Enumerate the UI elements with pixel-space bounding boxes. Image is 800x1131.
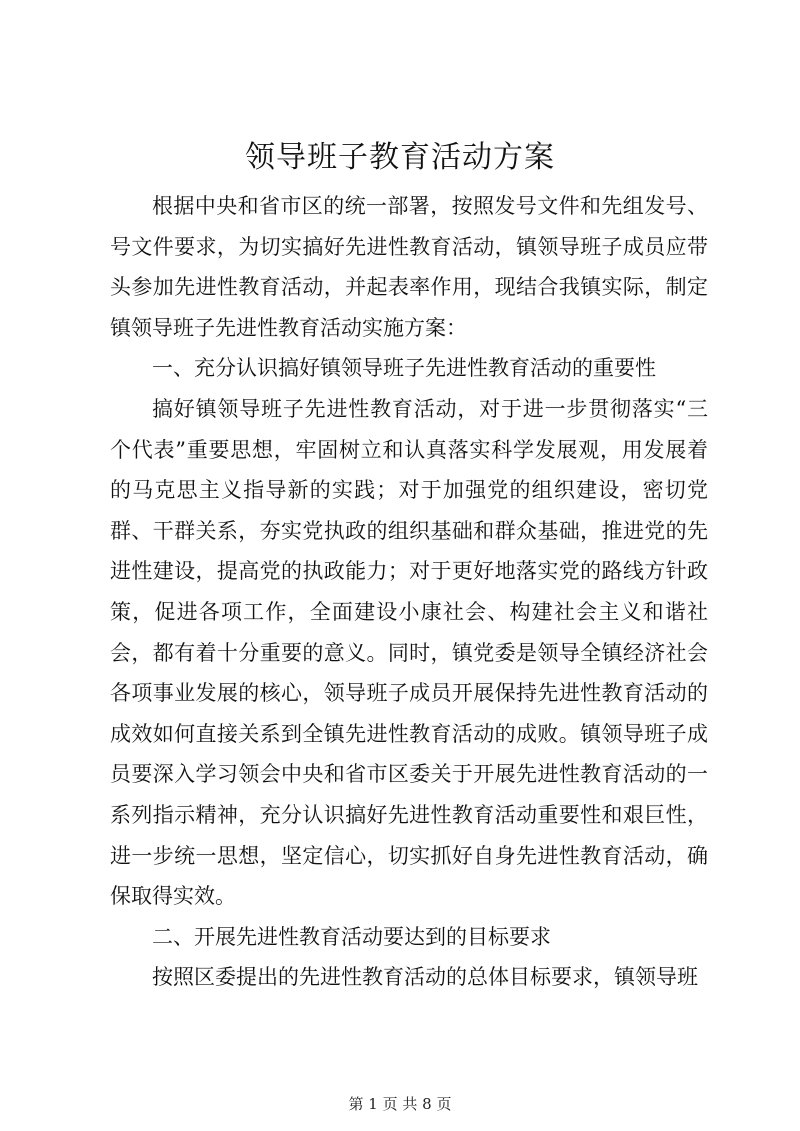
section-heading-1: 一、充分认识搞好镇领导班子先进性教育活动的重要性 [152, 356, 656, 381]
section-heading-2: 二、开展先进性教育活动要达到的目标要求 [152, 924, 551, 949]
page-footer: 第 1 页 共 8 页 [348, 1095, 452, 1113]
document-title: 领导班子教育活动方案 [245, 140, 555, 175]
section-2-paragraph: 按照区委提出的先进性教育活动的总体目标要求，镇领导班 [152, 965, 698, 990]
intro-paragraph: 根据中央和省市区的统一部署，按照发号文件和先组发号、号文件要求，为切实搞好先进性教育活动，镇领导班子成员应带头参加先进性教育活动，并起表率作用，现结合我镇实际，制定镇领导班子先进性教育活动实施方案： [110, 194, 708, 340]
section-1-paragraph: 搞好镇领导班子先进性教育活动，对于进一步贯彻落实“三个代表”重要思想，牢固树立和认真落实科学发展观，用发展着的马克思主义指导新的实践；对于加强党的组织建设，密切党群、干群关系，夯实党执政的组织基础和群众基础，推进党的先进性建设，提高党的执政能力；对于更好地落实党的路线方针政策，促进各项工作，全面建设小康社会、构建社会主义和谐社会，都有着十分重要的意义。同时，镇党委是领导全镇经济社会各项事业发展的核心，领导班子成员开展保持先进性教育活动的成效如何直接关系到全镇先进性教育活动的成败。镇领导班子成员要深入学习领会中央和省市区委关于开展先进性教育活动的一系列指示精神，充分认识搞好先进性教育活动重要性和艰巨性，进一步统一思想，坚定信心，切实抓好自身先进性教育活动，确保取得实效。 [110, 396, 708, 909]
document-body [110, 186, 708, 998]
